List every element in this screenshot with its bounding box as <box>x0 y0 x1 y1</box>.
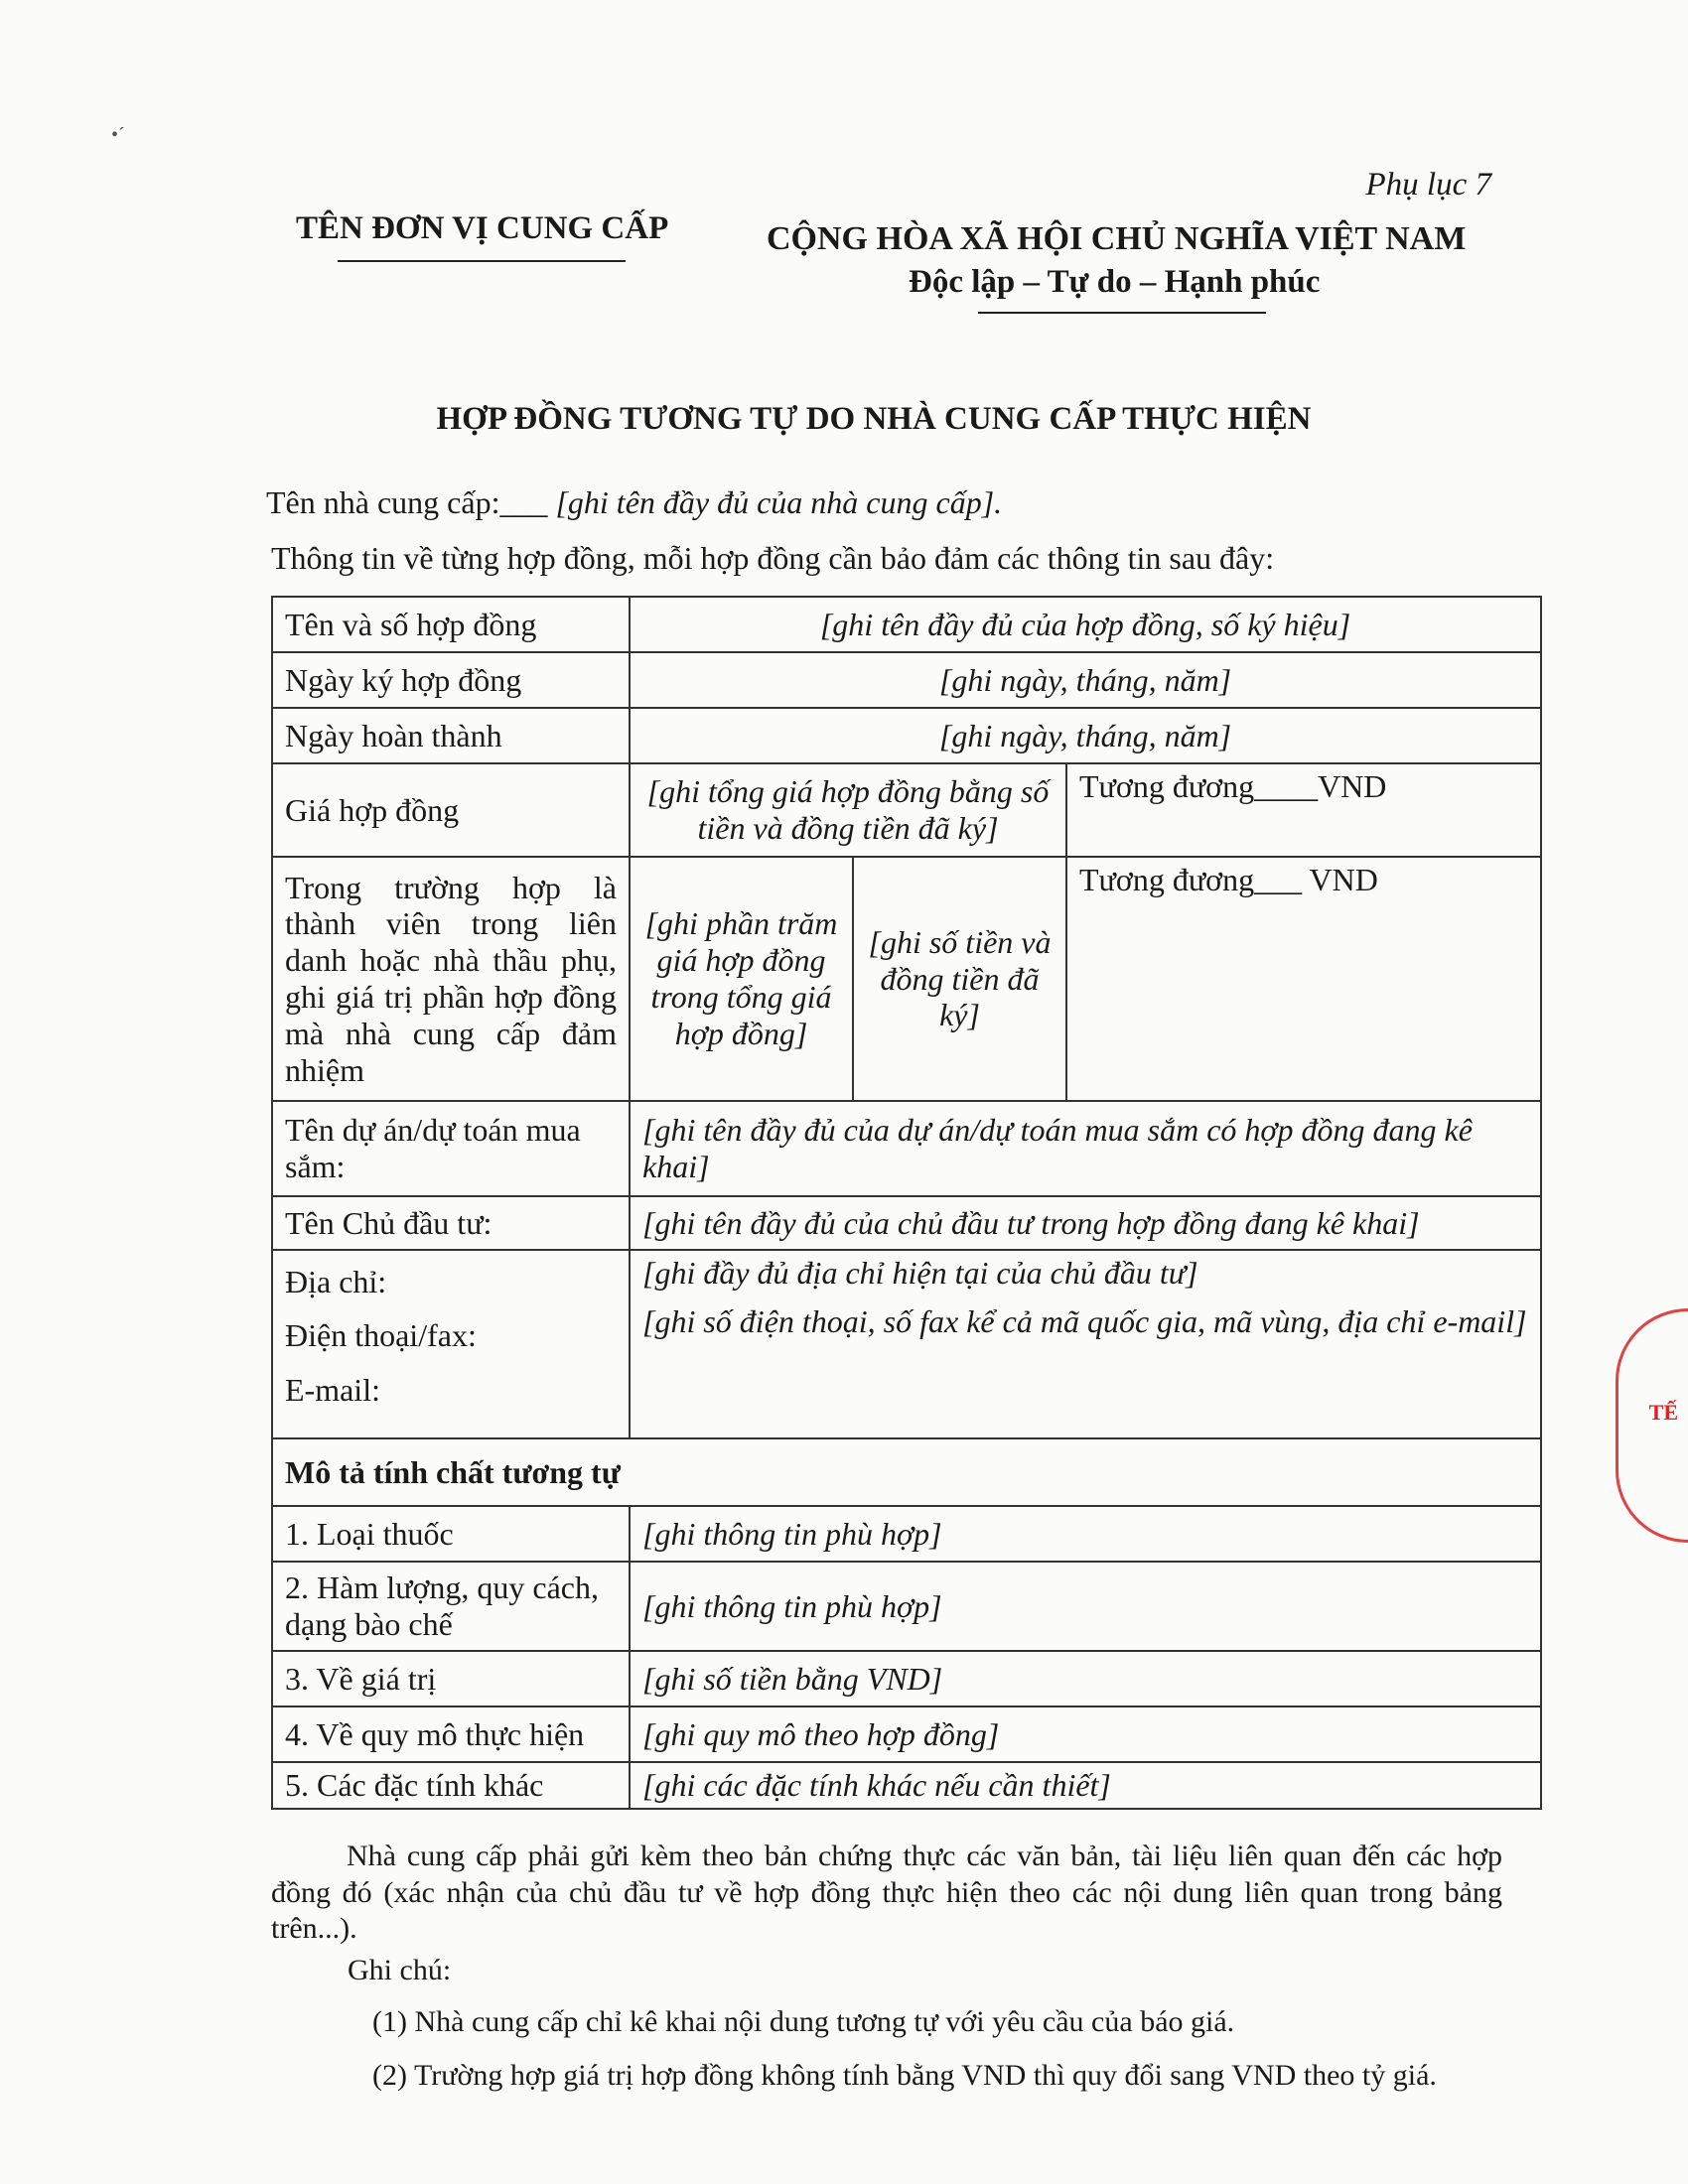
similarity-section-title: Mô tả tính chất tương tự <box>272 1438 1541 1506</box>
supplier-line <box>266 484 1002 521</box>
table-row <box>272 763 1541 857</box>
supplier-label: Tên nhà cung cấp:___ <box>266 484 556 520</box>
table-row <box>272 1651 1541 1706</box>
table-row <box>272 1196 1541 1250</box>
sign-date-label: Ngày ký hợp đồng <box>272 652 630 708</box>
table-row <box>272 1706 1541 1762</box>
phone-label: Điện thoại/fax: <box>285 1317 477 1354</box>
supplier-hint: [ghi tên đầy đủ của nhà cung cấp]. <box>555 484 1003 520</box>
table-row <box>272 1250 1541 1438</box>
price-value: [ghi tổng giá hợp đồng bằng số tiền và đồng tiền đã ký] <box>630 763 1066 857</box>
completion-value: [ghi ngày, tháng, năm] <box>630 708 1541 763</box>
completion-label: Ngày hoàn thành <box>272 708 630 763</box>
item-value: [ghi quy mô theo hợp đồng] <box>630 1706 1541 1762</box>
item-value: [ghi thông tin phù hợp] <box>630 1562 1541 1651</box>
table-row <box>272 652 1541 708</box>
unit-name: TÊN ĐƠN VỊ CUNG CẤP <box>296 210 669 246</box>
price-label: Giá hợp đồng <box>272 763 630 857</box>
document-title: HỢP ĐỒNG TƯƠNG TỰ DO NHÀ CUNG CẤP THỰC HIỆN <box>436 401 1312 437</box>
contact-values <box>630 1250 1541 1438</box>
appendix-label: Phụ lục 7 <box>1365 167 1491 203</box>
red-stamp-seal <box>1616 1308 1688 1543</box>
attachment-note: Nhà cung cấp phải gửi kèm theo bản chứng thực các văn bản, tài liệu liên quan đến các hợp đồng đó (xác nhận của chủ đầu tư về hợp đồng thực hiện theo các nội dung liên quan trong bảng trên...). <box>271 1840 1502 1946</box>
project-label: Tên dự án/dự toán mua sắm: <box>272 1101 630 1196</box>
contract-table <box>271 596 1542 1810</box>
motto-underline <box>978 312 1266 314</box>
address-label: Địa chỉ: <box>285 1264 387 1299</box>
address-value: [ghi đầy đủ địa chỉ hiện tại của chủ đầu tư] <box>642 1255 1198 1291</box>
table-row <box>272 708 1541 763</box>
note-item: (1) Nhà cung cấp chỉ kê khai nội dung tương tự với yêu cầu của báo giá. <box>372 2005 1235 2038</box>
project-value: [ghi tên đầy đủ của dự án/dự toán mua sắm có hợp đồng đang kê khai] <box>630 1101 1541 1196</box>
republic-title: CỘNG HÒA XÃ HỘI CHỦ NGHĨA VIỆT NAM <box>767 220 1467 257</box>
sign-date-value: [ghi ngày, tháng, năm] <box>630 652 1541 708</box>
phone-value: [ghi số điện thoại, số fax kể cả mã quốc gia, mã vùng, địa chỉ e-mail] <box>642 1302 1527 1339</box>
member-percent: [ghi phần trăm giá hợp đồng trong tổng giá hợp đồng] <box>630 857 853 1101</box>
scan-mark: •´ <box>111 124 125 146</box>
intro-line: Thông tin về từng hợp đồng, mỗi hợp đồng cần bảo đảm các thông tin sau đây: <box>271 540 1275 576</box>
table-row <box>272 597 1541 652</box>
contact-labels <box>272 1250 630 1438</box>
table-row <box>272 1101 1541 1196</box>
investor-value: [ghi tên đầy đủ của chủ đầu tư trong hợp đồng đang kê khai] <box>630 1196 1541 1250</box>
item-label: 5. Các đặc tính khác <box>272 1762 630 1809</box>
stamp-fragment-text: TẾ <box>1648 1400 1678 1425</box>
member-amount: [ghi số tiền và đồng tiền đã ký] <box>853 857 1066 1101</box>
table-row <box>272 857 1541 1101</box>
motto: Độc lập – Tự do – Hạnh phúc <box>909 264 1321 300</box>
table-row <box>272 1562 1541 1651</box>
investor-label: Tên Chủ đầu tư: <box>272 1196 630 1250</box>
unit-underline <box>338 260 626 262</box>
item-label: 1. Loại thuốc <box>272 1506 630 1562</box>
item-value: [ghi các đặc tính khác nếu cần thiết] <box>630 1762 1541 1809</box>
member-equivalent: Tương đương___ VND <box>1066 857 1541 1101</box>
table-row <box>272 1438 1541 1506</box>
notes-title: Ghi chú: <box>348 1954 452 1986</box>
item-label: 2. Hàm lượng, quy cách, dạng bào chế <box>272 1562 630 1651</box>
member-label: Trong trường hợp là thành viên trong liên danh hoặc nhà thầu phụ, ghi giá trị phần hợp đồng mà nhà cung cấp đảm nhiệm <box>272 857 630 1101</box>
item-label: 4. Về quy mô thực hiện <box>272 1706 630 1762</box>
item-label: 3. Về giá trị <box>272 1651 630 1706</box>
contract-name-label: Tên và số hợp đồng <box>272 597 630 652</box>
price-equivalent: Tương đương____VND <box>1066 763 1541 857</box>
item-value: [ghi số tiền bằng VND] <box>630 1651 1541 1706</box>
note-item: (2) Trường hợp giá trị hợp đồng không tính bằng VND thì quy đổi sang VND theo tỷ giá. <box>372 2059 1437 2092</box>
table-row <box>272 1506 1541 1562</box>
contract-name-value: [ghi tên đầy đủ của hợp đồng, số ký hiệu] <box>630 597 1541 652</box>
email-label: E-mail: <box>285 1371 380 1408</box>
table-row <box>272 1762 1541 1809</box>
item-value: [ghi thông tin phù hợp] <box>630 1506 1541 1562</box>
